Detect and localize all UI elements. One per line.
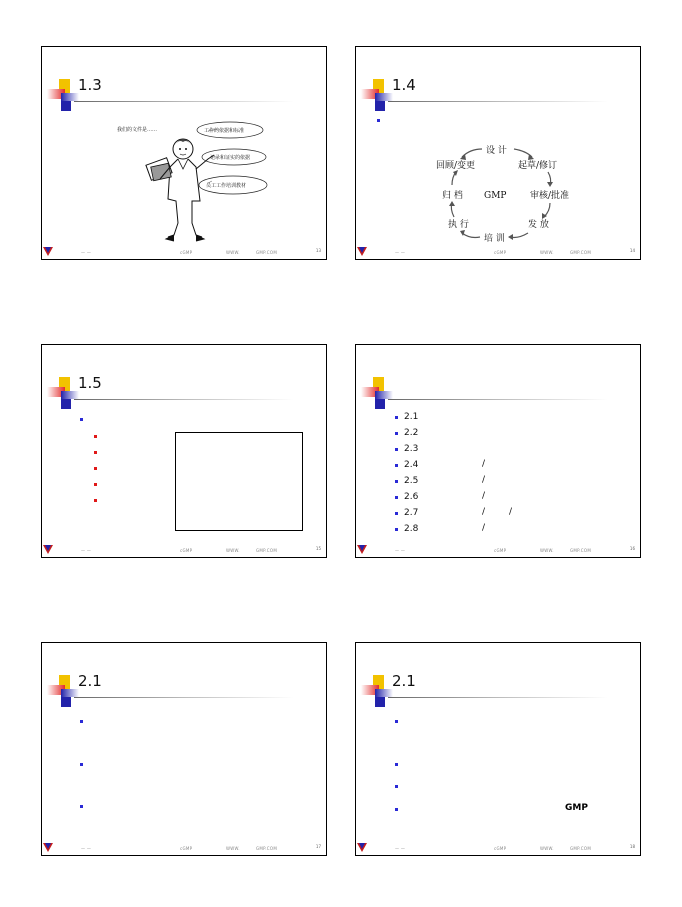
footer-com: GMP.COM xyxy=(256,846,278,851)
slide-logo-icon xyxy=(361,377,393,409)
footer-www: WWW. xyxy=(540,548,554,553)
cycle-design: 设 计 xyxy=(486,146,507,156)
footer-com: GMP.COM xyxy=(570,250,592,255)
slide-title: 1.3 xyxy=(78,76,102,94)
slide-number: 15 xyxy=(315,546,321,551)
bullet xyxy=(395,763,398,766)
slide-logo-icon xyxy=(361,675,393,707)
slide-logo-icon xyxy=(361,79,393,111)
cycle-training: 培 训 xyxy=(484,234,505,244)
bubble-3-text: 员工工作培训教材 xyxy=(206,183,247,189)
slash-mark: / xyxy=(482,507,486,517)
slide-number: 13 xyxy=(315,248,321,253)
slide-title: 2.1 xyxy=(392,672,416,690)
footer-com: GMP.COM xyxy=(256,548,278,553)
slash-mark: / xyxy=(482,459,486,469)
footer-triangle-icon xyxy=(357,247,367,256)
slide-17 xyxy=(41,642,327,856)
cycle-approve: 审核/批准 xyxy=(530,191,570,201)
sub-bullet xyxy=(94,483,97,486)
footer-www: WWW. xyxy=(540,250,554,255)
slide-18 xyxy=(355,642,641,856)
cycle-execute: 执 行 xyxy=(448,220,469,230)
slide-logo-icon xyxy=(47,675,79,707)
bullet xyxy=(395,496,398,499)
slash-mark: / xyxy=(482,491,486,501)
slide-number: 17 xyxy=(315,844,321,849)
footer-cgmp: cGMP xyxy=(180,846,193,851)
title-divider xyxy=(74,399,294,400)
slide-number: 18 xyxy=(629,844,635,849)
document-woman-illustration xyxy=(108,119,280,247)
footer-cgmp: cGMP xyxy=(180,250,193,255)
bullet xyxy=(80,418,83,421)
sub-bullet xyxy=(94,499,97,502)
slash-mark: / xyxy=(482,523,486,533)
bullet xyxy=(395,808,398,811)
bullet xyxy=(80,720,83,723)
bullet xyxy=(377,119,380,122)
list-item: 2.5 xyxy=(404,476,418,486)
cycle-center: GMP xyxy=(484,191,507,201)
slash-mark: / xyxy=(509,507,513,517)
footer-dash: — — xyxy=(81,548,92,553)
footer-triangle-icon xyxy=(43,545,53,554)
footer-www: WWW. xyxy=(226,250,240,255)
slide-14 xyxy=(355,46,641,260)
slide-logo-icon xyxy=(47,79,79,111)
title-divider xyxy=(388,697,608,698)
footer-triangle-icon xyxy=(43,247,53,256)
list-item: 2.7 xyxy=(404,508,418,518)
bullet xyxy=(395,448,398,451)
bullet xyxy=(395,785,398,788)
title-divider xyxy=(74,697,294,698)
slide-13 xyxy=(41,46,327,260)
footer-cgmp: cGMP xyxy=(494,548,507,553)
footer-cgmp: cGMP xyxy=(494,846,507,851)
footer-www: WWW. xyxy=(226,548,240,553)
footer-com: GMP.COM xyxy=(570,846,592,851)
slide-number: 16 xyxy=(629,546,635,551)
title-divider xyxy=(74,101,294,102)
content-box xyxy=(175,432,303,531)
bullet xyxy=(80,805,83,808)
cycle-draft: 起草/修订 xyxy=(518,161,558,171)
cycle-archive: 归 档 xyxy=(442,191,463,201)
bullet xyxy=(395,464,398,467)
slide-title: 1.4 xyxy=(392,76,416,94)
list-item: 2.2 xyxy=(404,428,418,438)
list-item: 2.4 xyxy=(404,460,418,470)
title-divider xyxy=(388,101,608,102)
footer-cgmp: cGMP xyxy=(180,548,193,553)
cycle-review: 回顾/变更 xyxy=(436,161,476,171)
cycle-distribute: 发 放 xyxy=(528,220,549,230)
slash-mark: / xyxy=(482,475,486,485)
illustration-caption: 我们的文件是…… xyxy=(117,127,158,133)
list-item: 2.3 xyxy=(404,444,418,454)
bullet xyxy=(395,416,398,419)
slide-number: 14 xyxy=(629,248,635,253)
list-item: 2.1 xyxy=(404,412,418,422)
footer-dash: — — xyxy=(395,846,406,851)
list-item: 2.8 xyxy=(404,524,418,534)
footer-com: GMP.COM xyxy=(570,548,592,553)
footer-dash: — — xyxy=(81,846,92,851)
slide-logo-icon xyxy=(47,377,79,409)
footer-dash: — — xyxy=(395,250,406,255)
footer-com: GMP.COM xyxy=(256,250,278,255)
footer-triangle-icon xyxy=(357,545,367,554)
footer-dash: — — xyxy=(395,548,406,553)
bubble-1-text: 工作的依据和标准 xyxy=(204,128,245,134)
gmp-label: GMP xyxy=(565,803,588,813)
bullet xyxy=(395,720,398,723)
footer-dash: — — xyxy=(81,250,92,255)
slide-title: 1.5 xyxy=(78,374,102,392)
footer-cgmp: cGMP xyxy=(494,250,507,255)
footer-triangle-icon xyxy=(43,843,53,852)
slide-title: 2.1 xyxy=(78,672,102,690)
sub-bullet xyxy=(94,435,97,438)
sub-bullet xyxy=(94,467,97,470)
footer-www: WWW. xyxy=(540,846,554,851)
slide-16 xyxy=(355,344,641,558)
footer-www: WWW. xyxy=(226,846,240,851)
bullet xyxy=(395,432,398,435)
list-item: 2.6 xyxy=(404,492,418,502)
bullet xyxy=(395,528,398,531)
footer-triangle-icon xyxy=(357,843,367,852)
sub-bullet xyxy=(94,451,97,454)
bullet xyxy=(395,480,398,483)
slide-15 xyxy=(41,344,327,558)
bullet xyxy=(80,763,83,766)
gmp-document-cycle-diagram xyxy=(432,139,582,245)
bubble-2-text: 记录和证实的依据 xyxy=(210,155,251,161)
title-divider xyxy=(388,399,608,400)
bullet xyxy=(395,512,398,515)
